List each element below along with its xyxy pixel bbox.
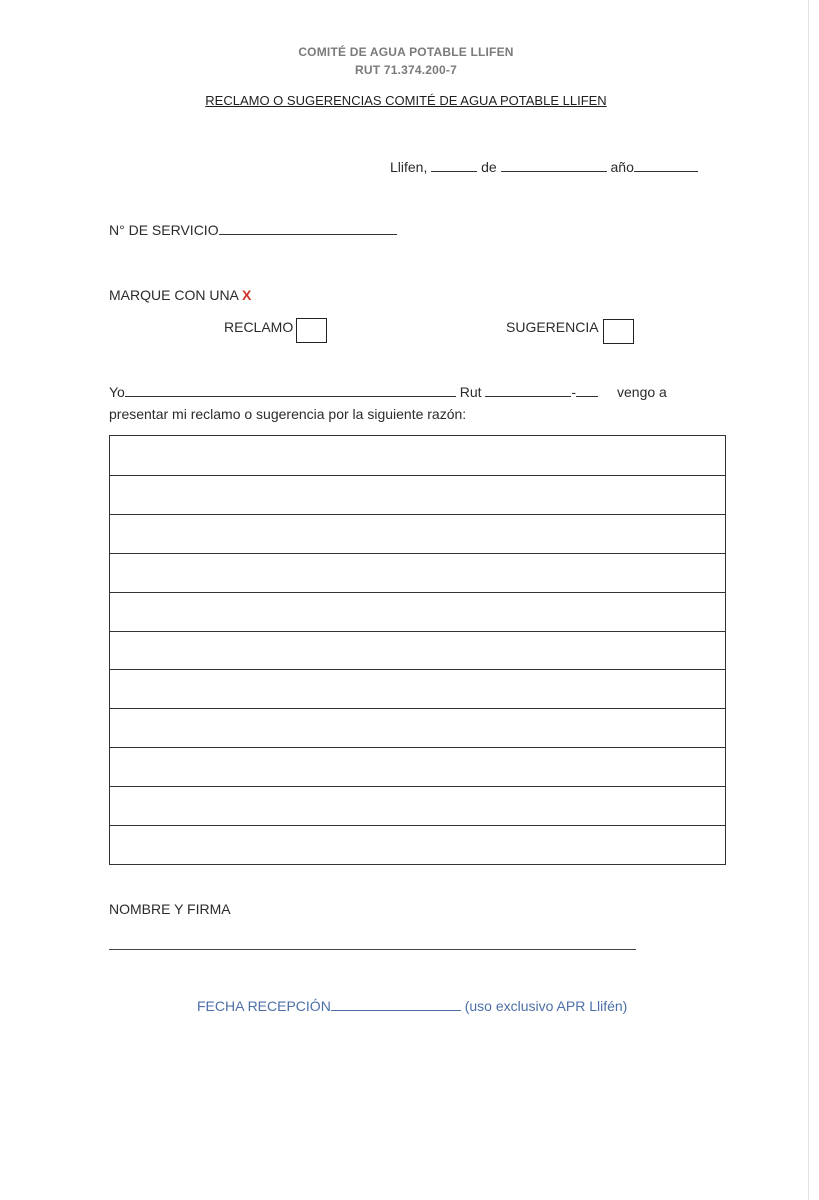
date-line: [390, 159, 698, 175]
organization-rut: RUT 71.374.200-7: [355, 63, 457, 77]
reason-row-divider: [110, 669, 725, 670]
reason-row-divider: [110, 514, 725, 515]
reception-note: (uso exclusivo APR Llifén): [464, 998, 628, 1014]
vengo-label: vengo a: [617, 384, 667, 400]
day-blank[interactable]: [431, 170, 477, 172]
reason-row-divider: [110, 592, 725, 593]
mark-instruction-text: MARQUE CON UNA: [109, 287, 239, 303]
reason-row-divider: [110, 631, 725, 632]
rut-number-blank[interactable]: [485, 395, 571, 397]
reason-row-divider: [110, 786, 725, 787]
reason-row-divider: [110, 708, 725, 709]
de-label: de: [481, 159, 497, 175]
reception-date-blank[interactable]: [331, 1009, 461, 1011]
rut-digit-blank[interactable]: [576, 395, 598, 397]
reason-row-divider: [110, 825, 725, 826]
claim-checkbox[interactable]: [296, 318, 327, 343]
service-number-blank[interactable]: [219, 233, 397, 235]
reception-label: FECHA RECEPCIÓN: [197, 998, 331, 1014]
year-label: año: [610, 159, 634, 175]
place-label: Llifen,: [390, 159, 428, 175]
suggestion-checkbox[interactable]: [603, 319, 634, 344]
organization-name: COMITÉ DE AGUA POTABLE LLIFEN: [298, 45, 514, 59]
declaration-line: [109, 384, 598, 400]
claim-label: RECLAMO: [224, 319, 294, 335]
name-blank[interactable]: [125, 395, 456, 397]
service-number-label: N° DE SERVICIO: [109, 222, 219, 238]
service-number-line: [109, 222, 397, 238]
year-blank[interactable]: [634, 170, 698, 172]
reception-line: [197, 998, 627, 1014]
red-x-mark: X: [242, 287, 252, 303]
month-blank[interactable]: [501, 170, 607, 172]
reason-row-divider: [110, 553, 725, 554]
page-edge: [808, 0, 809, 1200]
suggestion-label: SUGERENCIA: [506, 319, 599, 335]
yo-label: Yo: [109, 384, 125, 400]
reason-row-divider: [110, 747, 725, 748]
mark-instruction: [109, 287, 251, 303]
document-title-text: RECLAMO O SUGERENCIAS COMITÉ DE AGUA POTABLE LLIFEN: [205, 93, 607, 108]
declaration-second-line: presentar mi reclamo o sugerencia por la siguiente razón:: [109, 406, 467, 422]
rut-label: Rut: [459, 384, 482, 400]
document-title: [0, 93, 812, 108]
signature-label: NOMBRE Y FIRMA: [109, 901, 231, 917]
signature-line[interactable]: [109, 949, 636, 950]
reason-table[interactable]: [109, 435, 726, 865]
rut-dash: -: [571, 384, 577, 400]
reason-row-divider: [110, 475, 725, 476]
